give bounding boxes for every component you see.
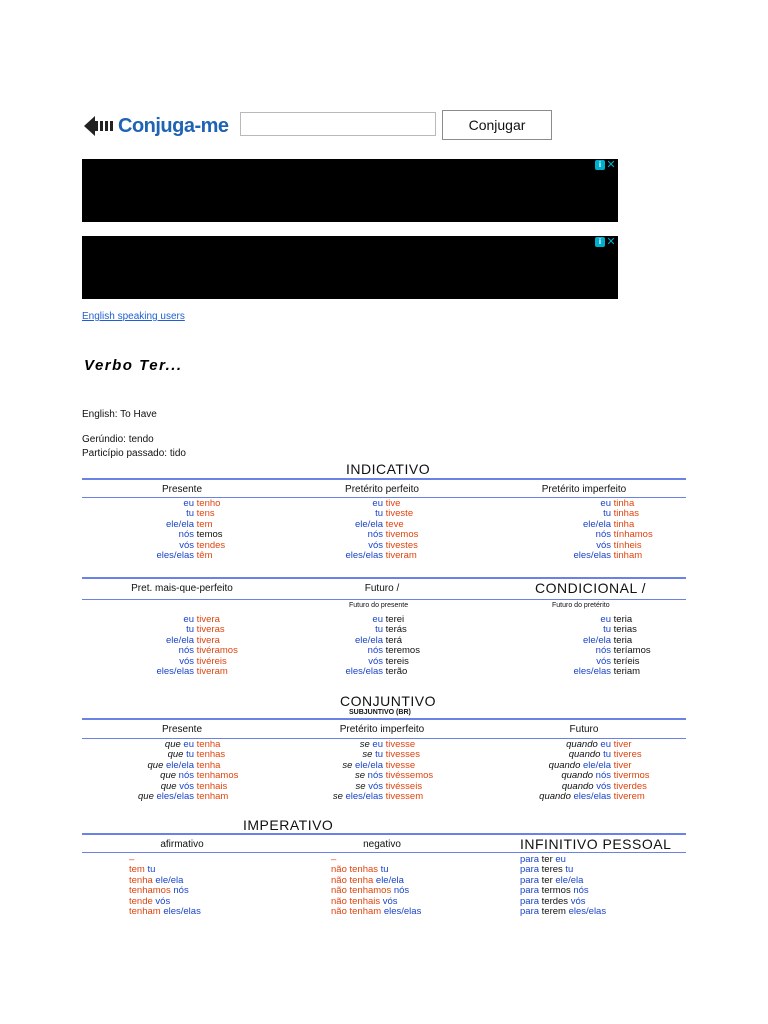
divider — [82, 577, 686, 579]
verb-form: terá — [385, 634, 403, 646]
verb-form: tem — [129, 864, 145, 876]
verb-form: tiveras — [196, 624, 225, 636]
pronoun: eles/elas — [573, 550, 611, 562]
verb-form: não tenham — [331, 906, 382, 918]
section-title-indicativo: INDICATIVO — [346, 461, 431, 477]
pronoun: eles/elas — [156, 791, 194, 803]
futuro-subtitle: Futuro do presente — [349, 602, 409, 609]
pronoun: eles/elas — [345, 666, 383, 678]
verb-form: tivermos — [613, 770, 650, 782]
verb-form: – — [129, 854, 135, 865]
pronoun-cell — [500, 615, 611, 625]
verb-form: teve — [385, 518, 404, 530]
logo-text: Conjuga-me — [118, 114, 229, 137]
verb-form: tivéramos — [196, 645, 238, 657]
conj-row — [300, 667, 420, 677]
pronoun: tu — [186, 508, 194, 520]
verb-form: tende — [129, 895, 153, 907]
conj-list-futuro — [300, 615, 420, 677]
conj-list-imperativo-afirmativo — [129, 855, 201, 917]
pronoun: tu — [375, 749, 383, 761]
verb-form: tiverem — [613, 791, 645, 803]
tense-header-preterito-perfeito: Pretérito perfeito — [345, 484, 419, 495]
pronoun: eles/elas — [156, 666, 194, 678]
pronoun: eles/elas — [573, 666, 611, 678]
conj-particle: que — [138, 791, 154, 803]
pronoun: eu — [183, 614, 194, 625]
pronoun: eu — [600, 614, 611, 625]
verb-form: tenho — [196, 498, 221, 509]
pronoun: eu — [372, 498, 383, 509]
verb-form: tivera — [196, 634, 220, 646]
verb-form: terem — [541, 906, 566, 918]
conj-particle: quando — [566, 739, 598, 750]
pronoun: tu — [603, 508, 611, 520]
tense-header-futuro: Futuro / — [364, 583, 400, 594]
conj-list-indicativo-presente — [120, 499, 225, 561]
pronoun: nós — [367, 645, 383, 657]
pronoun: nós — [178, 529, 194, 541]
pronoun: eu — [183, 498, 194, 509]
tense-header-mais-que-perfeito: Pret. mais-que-perfeito — [131, 583, 233, 594]
tense-header-preterito-imperfeito: Pretérito imperfeito — [541, 484, 627, 495]
pronoun: eu — [600, 498, 611, 509]
pronoun: ele/ela — [355, 759, 383, 771]
pronoun: nós — [178, 645, 194, 657]
verb-form: tiveres — [613, 749, 642, 761]
conj-row — [500, 667, 651, 677]
verb-form: tereis — [385, 655, 409, 667]
conj-row — [331, 907, 421, 917]
pronoun-cell — [120, 667, 194, 677]
verb-form: terei — [385, 614, 405, 625]
pronoun: ele/ela — [355, 634, 383, 646]
pronoun-cell — [500, 667, 611, 677]
verb-form: tendes — [196, 539, 226, 551]
pronoun: nós — [573, 885, 589, 897]
verb-form: tenhais — [196, 780, 228, 792]
conj-particle: se — [354, 770, 366, 782]
verb-form: tivesse — [385, 739, 416, 750]
pronoun: tu — [375, 508, 383, 520]
verb-form: temos — [196, 529, 223, 541]
pronoun-cell — [300, 551, 383, 561]
pronoun: nós — [393, 885, 410, 897]
conj-particle: quando — [568, 749, 601, 761]
ad-close-icon[interactable]: ✕ — [606, 236, 616, 248]
verb-form: não tenhas — [331, 864, 379, 876]
pronoun: eu — [372, 739, 383, 750]
pronoun: ele/ela — [583, 759, 611, 771]
pronoun-cell — [300, 667, 383, 677]
conj-list-condicional — [500, 615, 651, 677]
pronoun: vós — [596, 655, 611, 667]
conj-row — [520, 907, 606, 917]
verb-form: tenhamos — [196, 770, 239, 782]
verb-form: teria — [613, 614, 633, 625]
conj-list-conjuntivo-presente — [120, 740, 238, 802]
back-arrow-icon — [84, 115, 114, 137]
verb-form: tivéreis — [196, 655, 227, 667]
pronoun: nós — [367, 770, 383, 782]
pronoun: eles/elas — [383, 906, 422, 918]
verb-form: teria — [613, 634, 633, 646]
conj-row — [129, 907, 201, 917]
tense-header-conj-presente: Presente — [161, 724, 203, 735]
verb-form: tenhas — [196, 749, 226, 761]
pronoun-cell — [500, 530, 611, 540]
conj-particle: quando — [548, 759, 581, 771]
verb-form: tivéssemos — [385, 770, 434, 782]
pronoun: ele/ela — [166, 759, 194, 771]
verb-form: teriam — [613, 666, 641, 678]
section-title-imperativo: IMPERATIVO — [243, 817, 334, 833]
pronoun-cell — [500, 551, 611, 561]
verb-form: tinha — [613, 518, 635, 530]
pronoun: eles/elas — [163, 906, 201, 918]
pronoun-cell — [300, 499, 383, 509]
verb-form: terdes — [541, 895, 569, 907]
pronoun: tu — [380, 864, 389, 876]
pronoun: vós — [155, 895, 171, 907]
verb-form: tenhamos — [129, 885, 171, 897]
pronoun: tu — [565, 864, 574, 876]
verb-form: têm — [196, 550, 213, 562]
pronoun: vós — [179, 780, 194, 792]
pronoun-cell — [120, 499, 194, 509]
verb-form: teríamos — [613, 645, 651, 657]
pronoun: eles/elas — [345, 550, 383, 562]
pronoun: tu — [603, 749, 611, 761]
conj-particle: se — [362, 749, 373, 761]
conj-row — [300, 551, 418, 561]
pronoun-cell — [500, 520, 611, 530]
verb-form: tínheis — [613, 539, 642, 551]
verb-form: tens — [196, 508, 215, 520]
verb-form: tiveste — [385, 508, 414, 520]
pronoun: eu — [372, 614, 383, 625]
conj-list-conjuntivo-imperfeito — [300, 740, 433, 802]
pronoun: ele/ela — [166, 518, 194, 530]
verb-form: tem — [196, 518, 213, 530]
tense-header-conj-imperfeito: Pretérito imperfeito — [339, 724, 425, 735]
verb-form: tenha — [196, 759, 221, 771]
verb-form: terás — [385, 624, 407, 636]
pronoun: eles/elas — [345, 791, 383, 803]
pronoun-cell — [300, 792, 383, 802]
conjuntivo-subtitle: SUBJUNTIVO (BR) — [349, 709, 411, 716]
search-input[interactable] — [240, 112, 436, 136]
verb-form: tivesse — [385, 759, 416, 771]
conj-particle: se — [342, 759, 353, 771]
ad-close-icon[interactable]: ✕ — [606, 159, 616, 171]
pronoun: nós — [595, 645, 611, 657]
verb-form: não tenhamos — [331, 885, 392, 897]
pronoun: vós — [570, 895, 586, 907]
conj-row — [500, 551, 653, 561]
tense-header-conj-futuro: Futuro — [569, 724, 599, 735]
pronoun: nós — [178, 770, 194, 782]
verb-form: não tenhais — [331, 895, 381, 907]
verb-form: tenham — [196, 791, 229, 803]
conj-row — [120, 667, 238, 677]
preposition: para — [520, 874, 540, 886]
verb-title: Verbo Ter... — [84, 357, 183, 374]
preposition: para — [520, 864, 540, 876]
verb-form: tenham — [129, 906, 161, 918]
ad-banner-1[interactable] — [82, 159, 618, 222]
pronoun-cell — [120, 551, 194, 561]
pronoun-cell — [500, 499, 611, 509]
verb-form: tive — [385, 498, 401, 509]
verb-form: teres — [541, 864, 563, 876]
verb-form: ter — [541, 854, 553, 865]
conj-list-indicativo-perfeito — [300, 499, 418, 561]
ad-info-icon[interactable]: i — [595, 160, 605, 170]
preposition: para — [520, 854, 540, 865]
verb-form: terão — [385, 666, 408, 678]
pronoun: eu — [555, 854, 566, 865]
pronoun: vós — [179, 539, 194, 551]
verb-form: teríeis — [613, 655, 640, 667]
pronoun: tu — [186, 749, 194, 761]
verb-form: ter — [541, 874, 553, 886]
conjugate-button[interactable]: Conjugar — [442, 110, 552, 140]
divider — [82, 478, 686, 480]
condicional-subtitle: Futuro do pretérito — [552, 602, 610, 609]
tense-header-afirmativo: afirmativo — [160, 839, 204, 850]
pronoun: eu — [600, 739, 611, 750]
pronoun-cell — [300, 615, 383, 625]
pronoun: ele/ela — [583, 518, 611, 530]
pronoun: nós — [173, 885, 189, 897]
conj-particle: que — [147, 759, 164, 771]
conj-list-conjuntivo-futuro — [500, 740, 650, 802]
ad-banner-2[interactable] — [82, 236, 618, 299]
divider — [82, 599, 686, 600]
verb-form: tivesses — [385, 749, 420, 761]
conj-particle: quando — [539, 791, 571, 803]
conj-list-imperativo-negativo — [331, 855, 421, 917]
verb-form: tiveram — [196, 666, 228, 678]
section-title-conjuntivo: CONJUNTIVO — [340, 693, 436, 709]
verb-form: tenha — [129, 874, 153, 886]
pronoun: nós — [367, 529, 383, 541]
pronoun: vós — [596, 539, 611, 551]
verb-form: termos — [541, 885, 571, 897]
tense-header-presente: Presente — [161, 484, 203, 495]
pronoun: eles/elas — [156, 550, 194, 562]
conj-list-mais-que-perfeito — [120, 615, 238, 677]
verb-form: tinham — [613, 550, 643, 562]
section-title-infinitivo-pessoal: INFINITIVO PESSOAL — [520, 836, 672, 852]
conj-row — [120, 551, 225, 561]
verb-form: terias — [613, 624, 637, 636]
pronoun: ele/ela — [555, 874, 584, 886]
conj-particle: quando — [561, 780, 594, 792]
conj-particle: se — [359, 739, 370, 750]
preposition: para — [520, 906, 540, 918]
past-participle: Particípio passado: tido — [82, 448, 186, 459]
verb-form: tinha — [613, 498, 635, 509]
pronoun: tu — [603, 624, 611, 636]
pronoun-cell — [500, 646, 611, 656]
divider — [82, 718, 686, 720]
conj-particle: se — [355, 780, 366, 792]
pronoun: vós — [382, 895, 398, 907]
pronoun: ele/ela — [583, 634, 611, 646]
pronoun: vós — [179, 655, 194, 667]
verb-form: não tenha — [331, 874, 374, 886]
logo[interactable] — [84, 113, 229, 139]
pronoun: tu — [147, 864, 156, 876]
verb-form: tivera — [196, 614, 220, 625]
verb-form: tivessem — [385, 791, 424, 803]
section-title-condicional: CONDICIONAL / — [535, 580, 646, 596]
tense-header-negativo: negativo — [363, 839, 401, 850]
divider — [82, 852, 686, 853]
conj-particle: que — [164, 739, 181, 750]
pronoun: ele/ela — [375, 874, 404, 886]
pronoun: tu — [186, 624, 194, 636]
pronoun: ele/ela — [355, 518, 383, 530]
pronoun: nós — [595, 770, 611, 782]
verb-form: tivemos — [385, 529, 419, 541]
conj-list-indicativo-imperfeito — [500, 499, 653, 561]
conj-row — [300, 792, 433, 802]
conj-particle: se — [332, 791, 343, 803]
verb-form: tiver — [613, 759, 632, 771]
verb-form: tinhas — [613, 508, 639, 520]
pronoun: vós — [368, 655, 383, 667]
verb-form: tiverdes — [613, 780, 647, 792]
verb-form: teremos — [385, 645, 420, 657]
divider — [82, 833, 686, 835]
verb-form: – — [331, 854, 337, 865]
conj-particle: que — [160, 780, 177, 792]
preposition: para — [520, 885, 540, 897]
pronoun: vós — [368, 539, 383, 551]
pronoun: vós — [368, 780, 383, 792]
conj-particle: que — [167, 749, 184, 761]
english-translation: English: To Have — [82, 409, 157, 420]
pronoun-cell — [500, 792, 611, 802]
pronoun: ele/ela — [155, 874, 184, 886]
conj-row — [500, 792, 650, 802]
preposition: para — [520, 895, 540, 907]
pronoun: vós — [596, 780, 611, 792]
pronoun-cell — [500, 636, 611, 646]
verb-form: tiver — [613, 739, 632, 750]
conj-particle: quando — [561, 770, 594, 782]
verb-form: tivésseis — [385, 780, 423, 792]
english-users-link[interactable]: English speaking users — [82, 311, 185, 322]
pronoun: tu — [375, 624, 383, 636]
gerund: Gerúndio: tendo — [82, 434, 154, 445]
pronoun-cell — [120, 615, 194, 625]
conj-list-infinitivo-pessoal — [520, 855, 606, 917]
pronoun-cell — [120, 792, 194, 802]
verb-form: tenha — [196, 739, 221, 750]
pronoun: ele/ela — [166, 634, 194, 646]
verb-form: tiveram — [385, 550, 417, 562]
conj-row — [120, 792, 238, 802]
pronoun: nós — [595, 529, 611, 541]
verb-form: tínhamos — [613, 529, 653, 541]
ad-info-icon[interactable]: i — [595, 237, 605, 247]
pronoun: eu — [183, 739, 194, 750]
conj-particle: que — [160, 770, 177, 782]
verb-form: tivestes — [385, 539, 418, 551]
pronoun: eles/elas — [568, 906, 607, 918]
pronoun: eles/elas — [573, 791, 611, 803]
